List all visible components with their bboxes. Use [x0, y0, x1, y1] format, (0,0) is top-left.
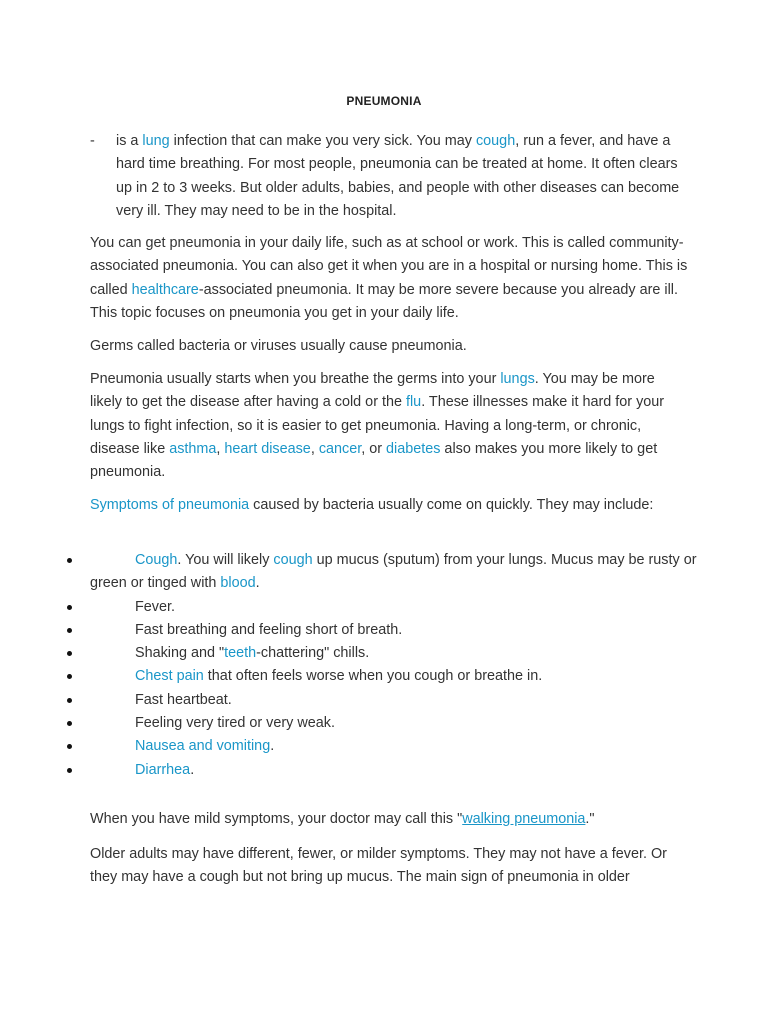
link-flu[interactable]: flu [405, 394, 422, 411]
paragraph-text: , or [361, 440, 387, 457]
list-text: -chattering" chills. [256, 645, 370, 662]
paragraph-text: ." [585, 811, 595, 827]
link-cough[interactable]: cough [273, 552, 313, 568]
bullet-icon [67, 674, 72, 679]
link-cough[interactable]: cough [475, 133, 516, 149]
link-healthcare[interactable]: healthcare [131, 281, 199, 298]
paragraph-text: , [216, 440, 225, 457]
paragraph-causes [90, 368, 690, 484]
paragraph-text: Pneumonia usually starts when you breathe the germs into your [90, 371, 501, 387]
link-blood[interactable]: blood [220, 575, 256, 592]
list-text: Fast heartbeat. [135, 691, 232, 708]
intro-text: , run a fever, and have a hard time breathing. For most people, pneumonia can be treated at home. It often clears up in 2 to 3 weeks. But older adults, babies, and people with other diseases can become very ill. They may need to be in the hospital. [116, 133, 680, 219]
link-diabetes[interactable]: diabetes [386, 440, 441, 457]
link-chest-pain[interactable]: Chest pain [135, 668, 204, 685]
list-text: Feeling very tired or very weak. [135, 715, 335, 732]
paragraph-text: You can get pneumonia in your daily life, such as at school or work. This is called community-associated pneumonia. You can also get it when you are in a hospital or nursing home. This is called [90, 235, 688, 298]
paragraph-community [90, 232, 690, 325]
paragraph-text: caused by bacteria usually come on quickly. They may include: [249, 497, 654, 513]
list-item [64, 596, 704, 619]
list-item [64, 735, 704, 758]
link-cough[interactable]: Cough [135, 552, 178, 568]
link-nausea-and-vomiting[interactable]: Nausea and vomiting [135, 738, 271, 755]
list-item [64, 665, 704, 688]
paragraph-text: . You may be more likely to get the disease after having a cold or the [90, 371, 655, 411]
paragraph-germs: Germs called bacteria or viruses usually cause pneumonia. [90, 338, 467, 354]
link-asthma[interactable]: asthma [169, 440, 217, 457]
link-teeth[interactable]: teeth [224, 645, 257, 662]
list-item [64, 759, 704, 782]
list-item [64, 689, 704, 712]
list-text: Fast breathing and feeling short of breath. [135, 621, 403, 638]
dash-marker: - [90, 133, 95, 149]
link-diarrhea[interactable]: Diarrhea [135, 761, 191, 778]
link-walking-pneumonia[interactable]: walking pneumonia [462, 811, 586, 827]
bullet-icon [67, 605, 72, 610]
list-text: . [190, 761, 195, 778]
symptom-list [64, 549, 704, 782]
paragraph-text: , [310, 440, 319, 457]
link-heart-disease[interactable]: heart disease [224, 440, 311, 457]
list-text: that often feels worse when you cough or breathe in. [203, 668, 543, 685]
paragraph-text: also makes you more likely to get pneumonia. [90, 440, 658, 481]
list-text: Fever. [135, 598, 175, 615]
paragraph-older-adults: Older adults may have different, fewer, or milder symptoms. They may not have a fever. Or they may have a cough but not bring up mucus. The main sign of pneumonia in older [90, 846, 667, 886]
intro-paragraph [90, 130, 690, 223]
list-item [64, 712, 704, 735]
bullet-icon [67, 651, 72, 656]
bullet-icon [67, 628, 72, 633]
bullet-icon [67, 744, 72, 749]
list-text: Shaking and " [135, 645, 225, 662]
paragraph-walking-pneumonia [90, 808, 690, 831]
document-title: PNEUMONIA [346, 94, 422, 108]
list-text: . [270, 738, 275, 755]
paragraph-symptoms-intro [90, 494, 690, 517]
link-cancer[interactable]: cancer [318, 440, 362, 457]
intro-text: infection that can make you very sick. You may [169, 133, 476, 149]
list-text: . You will likely [177, 552, 274, 568]
list-item [64, 619, 704, 642]
bullet-icon [67, 768, 72, 773]
paragraph-text: When you have mild symptoms, your doctor may call this " [90, 811, 463, 827]
bullet-icon [67, 721, 72, 726]
bullet-icon [67, 698, 72, 703]
list-text: up mucus (sputum) from your lungs. Mucus may be rusty or green or tinged with [90, 552, 697, 592]
paragraph-text: . These illnesses make it hard for your lungs to fight infection, so it is easier to get pneumonia. Having a long-term, or chronic, disease like [90, 394, 665, 457]
intro-text: is a [116, 133, 143, 149]
link-lung[interactable]: lung [142, 133, 170, 149]
list-text: . [255, 575, 260, 592]
link-lungs[interactable]: lungs [500, 371, 535, 387]
list-item [64, 549, 704, 596]
bullet-icon [67, 558, 72, 563]
paragraph-text: -associated pneumonia. It may be more severe because you already are ill. This topic focuses on pneumonia you get in your daily life. [90, 281, 678, 321]
link-symptoms-of-pneumonia[interactable]: Symptoms of pneumonia [90, 497, 250, 513]
list-item [64, 642, 704, 665]
